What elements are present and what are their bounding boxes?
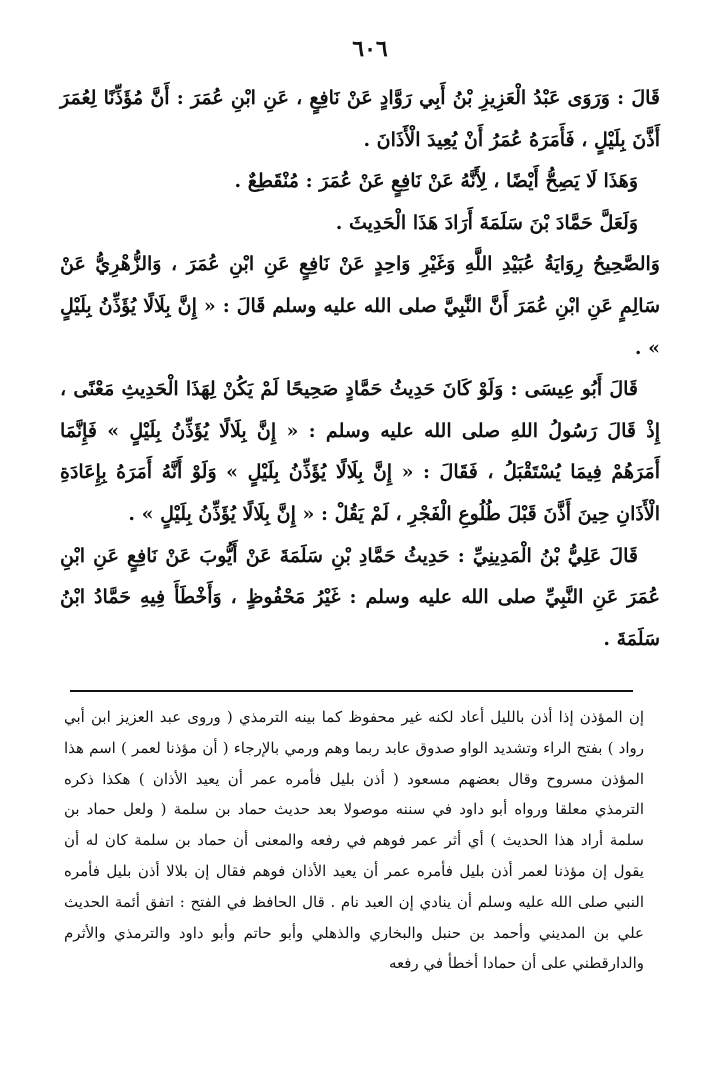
page-number: ٦٠٦: [352, 36, 388, 62]
footnote-divider: [70, 690, 633, 692]
main-paragraph: قَالَ أَبُو عِيسَى : وَلَوْ كَانَ حَدِيثُ حَمَّادٍ صَحِيحًا لَمْ يَكُنْ لِهَذَا الْحَدِيثِ مَعْنًى ، إِذْ قَالَ رَسُولُ اللهِ صلى الله عليه وسلم : « إِنَّ بِلَالًا يُؤَذِّنُ بِلَيْلٍ » فَإِنَّمَا أَمَرَهُمْ فِيمَا يُسْتَقْبَلُ ، فَقَالَ : « إِنَّ بِلَالًا يُؤَذِّنُ بِلَيْلٍ » وَلَوْ أَنَّهُ أَمَرَهُ بِإِعَادَةِ الْأَذَانِ حِينَ أَذَّنَ قَبْلَ طُلُوعِ الْفَجْرِ ، لَمْ يَقُلْ : « إِنَّ بِلَالًا يُؤَذِّنُ بِلَيْلٍ » .: [60, 378, 660, 525]
main-paragraph: وَالصَّحِيحُ رِوَايَةُ عُبَيْدِ اللَّهِ وَغَيْرِ وَاحِدٍ عَنْ نَافِعٍ عَنِ ابْنِ عُمَرَ ، وَالزُّهْرِيُّ عَنْ سَالِمٍ عَنِ ابْنِ عُمَرَ أَنَّ النَّبِيَّ صلى الله عليه وسلم قَالَ : « إِنَّ بِلَالًا يُؤَذِّنُ بِلَيْلٍ » .: [60, 253, 660, 359]
main-paragraph: قَالَ عَلِيُّ بْنُ الْمَدِينِيِّ : حَدِيثُ حَمَّادِ بْنِ سَلَمَةَ عَنْ أَيُّوبَ عَنْ نَافِعٍ عَنِ ابْنِ عُمَرَ عَنِ النَّبِيِّ صلى الله عليه وسلم : غَيْرُ مَحْفُوظٍ ، وَأَخْطَأَ فِيهِ حَمَّادُ ابْنُ سَلَمَةَ .: [60, 544, 660, 650]
footnote: [64, 702, 644, 979]
main-paragraph: وَهَذَا لَا يَصِحُّ أَيْضًا ، لِأَنَّهُ عَنْ نَافِعٍ عَنْ عُمَرَ : مُنْقَطِعٌ .: [234, 170, 638, 193]
main-paragraph: وَلَعَلَّ حَمَّادَ بْنَ سَلَمَةَ أَرَادَ هَذَا الْحَدِيثَ .: [335, 211, 638, 234]
footnote-paragraph: إن المؤذن إذا أذن بالليل أعاد لكنه غير محفوظ كما بينه الترمذي ( وروى عبد العزيز ابن أبي رواد ) بفتح الراء وتشديد الواو صدوق عابد ربما وهم ورمي بالإرجاء ( أن مؤذنا لعمر ) اسم هذا المؤذن مسروح وقال بعضهم مسعود ( أذن بليل فأمره عمر أن يعيد الأذان ) هكذا ذكره الترمذي معلقا ورواه أبو داود في سننه موصولا بعد حديث حماد بن سلمة ( ولعل حماد بن سلمة أراد هذا الحديث ) أي أثر عمر فوهم في رفعه والمعنى أن حماد بن سلمة كان له أن يقول إن مؤذنا لعمر أذن بليل فأمره عمر أن يعيد الأذان فوهم فقال إن بلالا أذن بليل فأمره النبي صلى الله عليه وسلم أن ينادي إن العبد نام . قال الحافظ في الفتح : اتفق أئمة الحديث علي بن المديني وأحمد بن حنبل والبخاري والذهلي وأبو حاتم وأبو داود والترمذي والأثرم والدارقطني على أن حمادا أخطأ في رفعه: [64, 708, 644, 973]
main-paragraph: قَالَ : وَرَوَى عَبْدُ الْعَزِيزِ بْنُ أَبِي رَوَّادٍ عَنْ نَافِعٍ ، عَنِ ابْنِ عُمَرَ : أَنَّ مُؤَذِّنًا لِعُمَرَ أَذَّنَ بِلَيْلٍ ، فَأَمَرَهُ عُمَرُ أَنْ يُعِيدَ الْأَذَانَ .: [60, 87, 660, 151]
main-text: [60, 78, 660, 660]
